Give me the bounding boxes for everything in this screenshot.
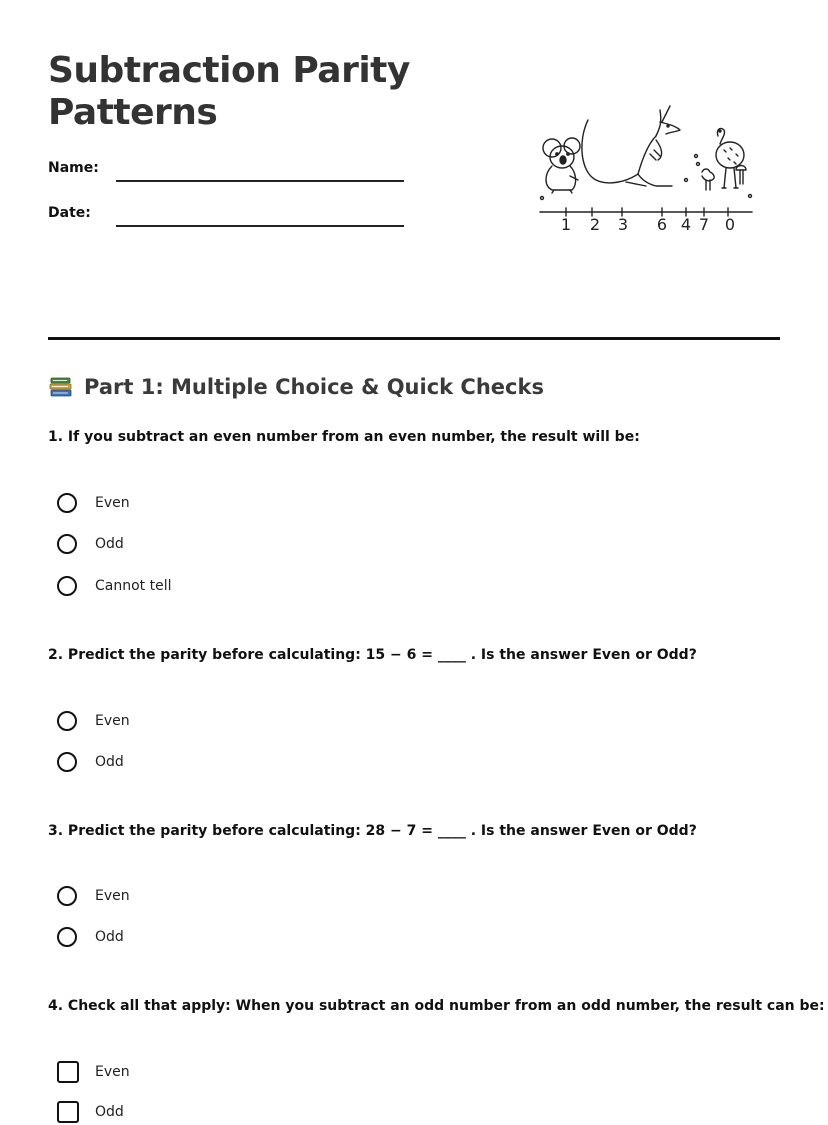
number-line-label: 1 bbox=[560, 215, 572, 234]
option-label: Odd bbox=[95, 1104, 124, 1120]
option-label: Odd bbox=[95, 929, 124, 945]
bird-icon bbox=[702, 169, 714, 190]
q3-option-odd[interactable] bbox=[57, 924, 124, 950]
name-field[interactable] bbox=[116, 180, 404, 182]
number-line-label: 0 bbox=[724, 215, 736, 234]
section-divider bbox=[48, 337, 780, 340]
option-label: Even bbox=[95, 713, 130, 729]
mushroom-icon bbox=[736, 166, 746, 185]
q3-option-even[interactable] bbox=[57, 883, 130, 909]
part-1-heading bbox=[48, 374, 544, 400]
checkbox[interactable] bbox=[57, 1101, 79, 1123]
radio-button[interactable] bbox=[57, 927, 77, 947]
option-label: Odd bbox=[95, 536, 124, 552]
radio-button[interactable] bbox=[57, 534, 77, 554]
name-label: Name: bbox=[48, 160, 99, 176]
question-2-text: 2. Predict the parity before calculating: 15 − 6 = ____ . Is the answer Even or Odd? bbox=[48, 647, 697, 663]
question-4-text: 4. Check all that apply: When you subtract an odd number from an odd number, the result can be: bbox=[48, 998, 825, 1014]
q2-option-even[interactable] bbox=[57, 708, 130, 734]
option-label: Even bbox=[95, 888, 130, 904]
radio-button[interactable] bbox=[57, 711, 77, 731]
date-label: Date: bbox=[48, 205, 91, 221]
option-label: Cannot tell bbox=[95, 578, 172, 594]
q4-option-odd[interactable] bbox=[57, 1099, 124, 1125]
number-line-label: 3 bbox=[617, 215, 629, 234]
books-icon bbox=[48, 374, 74, 400]
option-label: Even bbox=[95, 1064, 130, 1080]
kangaroo-icon bbox=[582, 106, 680, 186]
part-1-heading-text: Part 1: Multiple Choice & Quick Checks bbox=[84, 375, 544, 399]
number-line-label: 2 bbox=[589, 215, 601, 234]
number-line-label: 7 bbox=[698, 215, 710, 234]
checkbox[interactable] bbox=[57, 1061, 79, 1083]
q4-option-even[interactable] bbox=[57, 1059, 130, 1085]
question-3-text: 3. Predict the parity before calculating: 28 − 7 = ____ . Is the answer Even or Odd? bbox=[48, 823, 697, 839]
page-title: Subtraction Parity Patterns bbox=[48, 50, 410, 133]
q1-option-odd[interactable] bbox=[57, 531, 124, 557]
radio-button[interactable] bbox=[57, 752, 77, 772]
radio-button[interactable] bbox=[57, 493, 77, 513]
q1-option-cannot-tell[interactable] bbox=[57, 573, 172, 599]
date-field[interactable] bbox=[116, 225, 404, 227]
number-line-label: 4 bbox=[680, 215, 692, 234]
radio-button[interactable] bbox=[57, 576, 77, 596]
option-label: Odd bbox=[95, 754, 124, 770]
q1-option-even[interactable] bbox=[57, 490, 130, 516]
option-label: Even bbox=[95, 495, 130, 511]
koala-icon bbox=[543, 138, 580, 193]
question-1-text: 1. If you subtract an even number from an even number, the result will be: bbox=[48, 429, 640, 445]
animals-number-line-illustration bbox=[530, 100, 760, 235]
q2-option-odd[interactable] bbox=[57, 749, 124, 775]
number-line-label: 6 bbox=[656, 215, 668, 234]
radio-button[interactable] bbox=[57, 886, 77, 906]
